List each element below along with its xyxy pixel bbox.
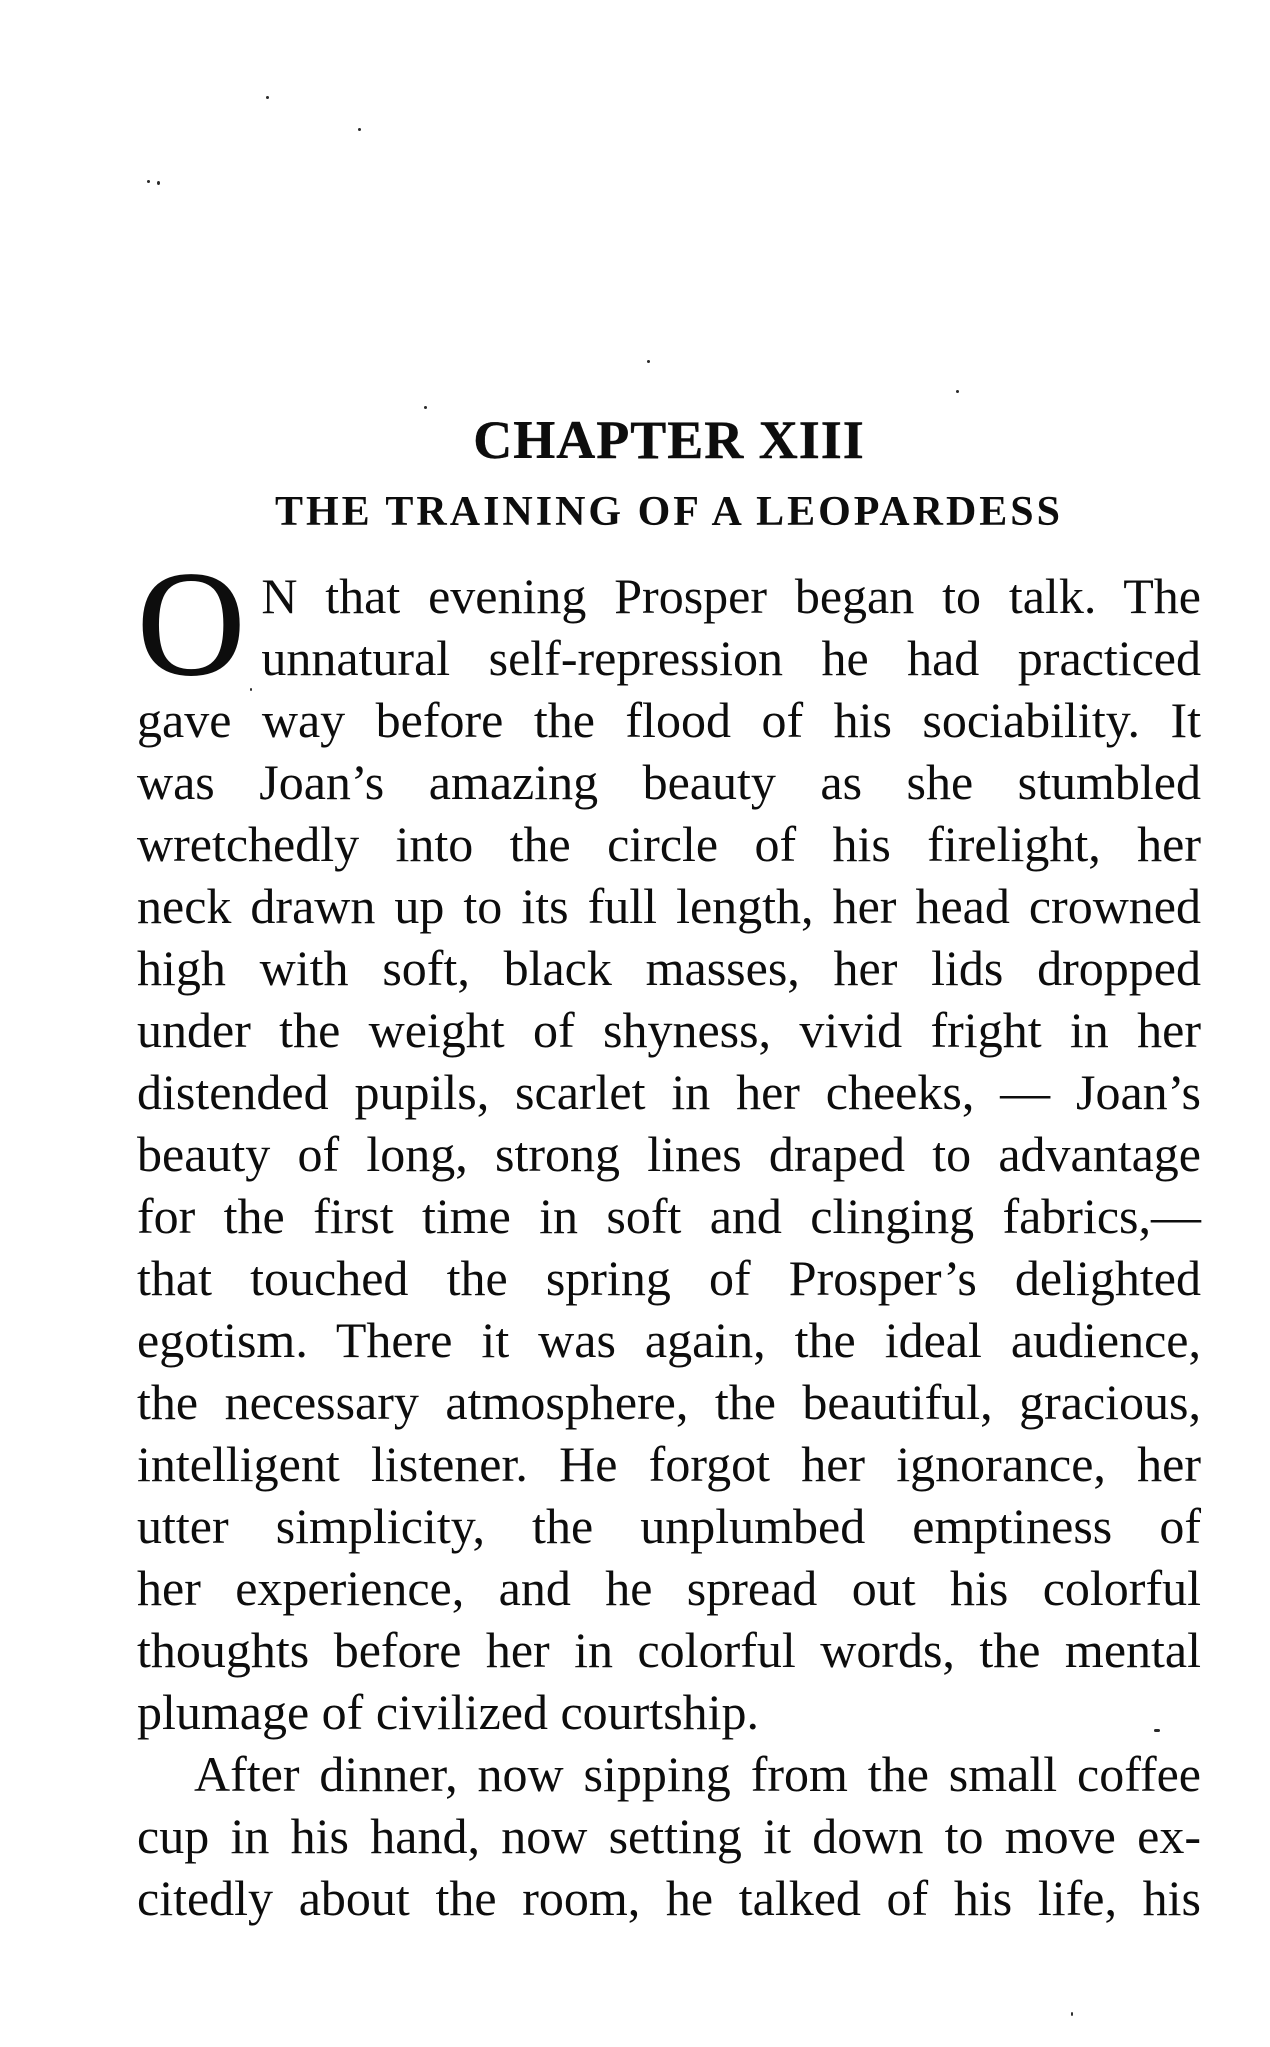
text-line: under the weight of shyness, vivid fright in her <box>137 1002 1201 1058</box>
text-line: After dinner, now sipping from the small coffee <box>194 1746 1201 1802</box>
text-line: plumage of civilized courtship. <box>137 1684 760 1740</box>
scan-speck <box>250 688 252 691</box>
text-line: for the first time in soft and clinging fabrics,— <box>137 1188 1201 1244</box>
chapter-heading: CHAPTER XIII <box>473 410 865 470</box>
text-line: N that evening Prosper began to talk. The <box>261 568 1201 624</box>
paragraph <box>137 541 1201 1743</box>
text-line: neck drawn up to its full length, her head crowned <box>137 878 1201 934</box>
text-line: unnatural self-repression he had practiced <box>261 630 1201 686</box>
text-line: distended pupils, scarlet in her cheeks, — Joan’s <box>137 1064 1201 1120</box>
text-line: utter simplicity, the unplumbed emptiness of <box>137 1498 1201 1554</box>
text-line: high with soft, black masses, her lids dropped <box>137 940 1201 996</box>
text-column <box>137 410 1201 1929</box>
scan-speck <box>647 360 650 363</box>
scan-speck <box>266 96 269 99</box>
text-line: her experience, and he spread out his colorful <box>137 1560 1201 1616</box>
scan-speck <box>956 390 959 393</box>
scan-speck <box>157 181 160 185</box>
scan-speck <box>358 128 361 131</box>
text-line: intelligent listener. He forgot her ignorance, her <box>137 1436 1201 1492</box>
paragraph <box>137 1743 1201 1929</box>
text-line: gave way before the flood of his sociability. It <box>137 692 1201 748</box>
chapter-subtitle: THE TRAINING OF A LEOPARDESS <box>274 489 1064 535</box>
text-line: the necessary atmosphere, the beautiful, gracious, <box>137 1374 1201 1430</box>
scan-speck <box>1071 2012 1073 2016</box>
body-text <box>137 541 1201 1929</box>
text-line: that touched the spring of Prosper’s delighted <box>137 1250 1201 1306</box>
text-line: cup in his hand, now setting it down to move ex- <box>137 1808 1201 1864</box>
text-line: beauty of long, strong lines draped to advantage <box>137 1126 1201 1182</box>
scan-speck <box>424 406 427 409</box>
text-line: wretchedly into the circle of his firelight, her <box>137 816 1201 872</box>
text-line: citedly about the room, he talked of his life, his <box>137 1870 1201 1926</box>
text-line: was Joan’s amazing beauty as she stumbled <box>137 754 1201 810</box>
scan-speck <box>147 180 150 183</box>
text-line: egotism. There it was again, the ideal audience, <box>137 1312 1201 1368</box>
text-line: thoughts before her in colorful words, the mental <box>137 1622 1201 1678</box>
scan-speck <box>1154 1729 1160 1732</box>
drop-cap: O <box>137 541 246 707</box>
